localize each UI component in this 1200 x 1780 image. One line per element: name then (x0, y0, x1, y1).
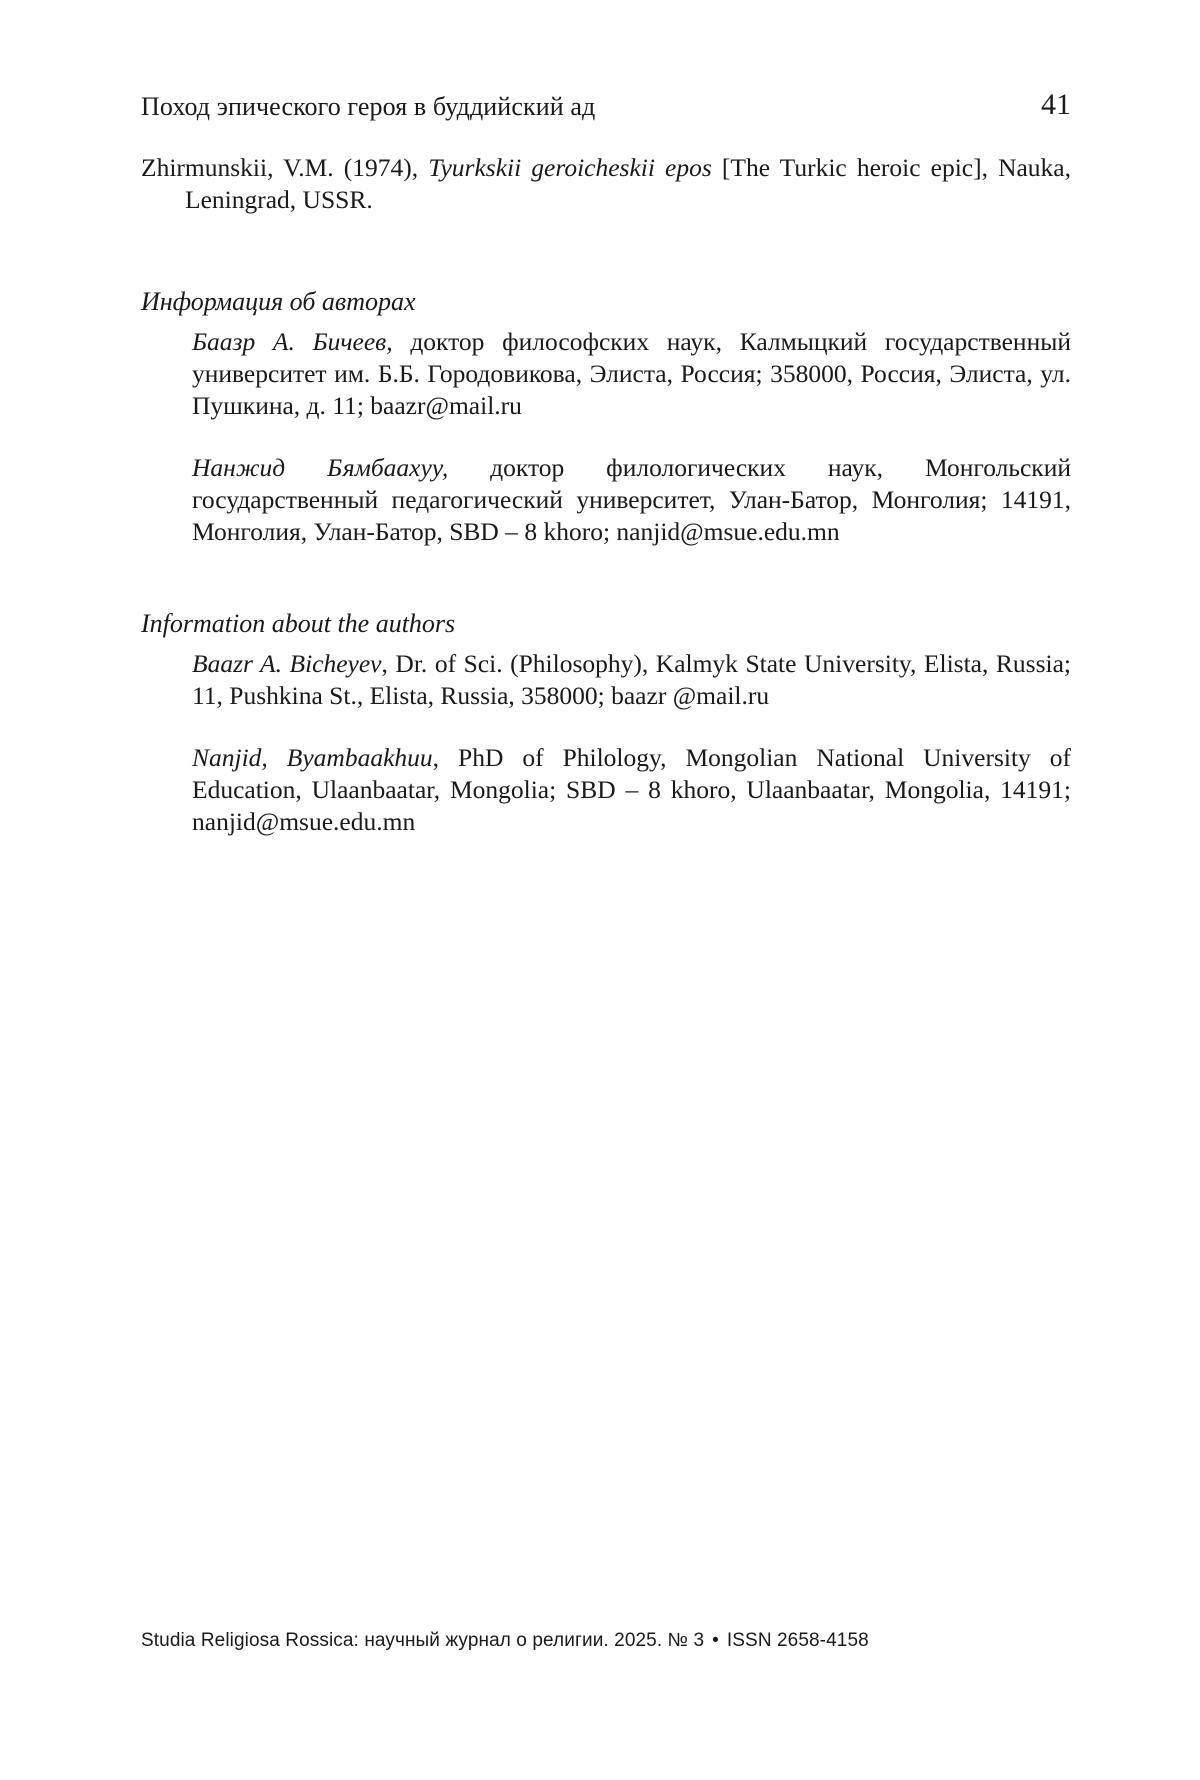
en-author-1 (192, 648, 1071, 712)
en-section-heading: Information about the authors (141, 609, 456, 638)
en-author-2-details: , PhD of Philology, Mongolian National University of Education, Ulaanbaatar, Mongolia; SBD – 8 khoro, Ulaanbaatar, Mongolia, 14191; nanjid@msue.edu.mn (192, 743, 1072, 836)
page-content (141, 152, 1071, 868)
reference-authors: Zhirmunskii, V.M. (1974), (141, 153, 429, 182)
reference-title: Tyurkskii geroicheskii epos (428, 153, 712, 182)
ru-author-1 (192, 326, 1071, 422)
en-author-2-name: Nanjid, Byambaakhuu (192, 743, 433, 772)
ru-author-1-details: доктор философских наук, Калмыцкий государственный университет им. Б.Б. Городовикова, Элиста, Россия; 358000, Россия, Элиста, ул. Пушкина, д. 11; baazr@mail.ru (192, 327, 1071, 420)
ru-author-1-name: Баазр А. Бичеев, (192, 327, 393, 356)
journal-footer (141, 1630, 869, 1652)
en-author-1-details: , Dr. of Sci. (Philosophy), Kalmyk State University, Elista, Russia; 11, Pushkina St., Elista, Russia, 358000; baazr @mail.ru (192, 649, 1071, 710)
ru-author-2 (192, 452, 1071, 548)
ru-author-2-name: Нанжид Бямбаахуу, (192, 453, 449, 482)
footer-issn: ISSN 2658-4158 (726, 1630, 869, 1651)
running-title: Поход эпического героя в буддийский ад (141, 92, 596, 121)
reference-entry (141, 152, 1071, 216)
running-head (141, 88, 1071, 128)
footer-separator: • (712, 1630, 719, 1651)
ru-section-heading: Информация об авторах (141, 287, 416, 316)
footer-journal: Studia Religiosa Rossica: научный журнал о религии. 2025. № 3 (141, 1630, 705, 1651)
en-author-1-name: Baazr A. Bicheyev (192, 649, 382, 678)
ru-author-2-details: доктор филологических наук, Монгольский государственный педагогический университет, Улан-Батор, Монголия; 14191, Монголия, Улан-Батор, SBD – 8 khoro; nanjid@msue.edu.mn (192, 453, 1071, 546)
page-number: 41 (1041, 88, 1071, 121)
reference-rest: [The Turkic heroic epic], Nauka, Leningrad, USSR. (185, 153, 1072, 214)
en-author-2 (192, 742, 1071, 838)
